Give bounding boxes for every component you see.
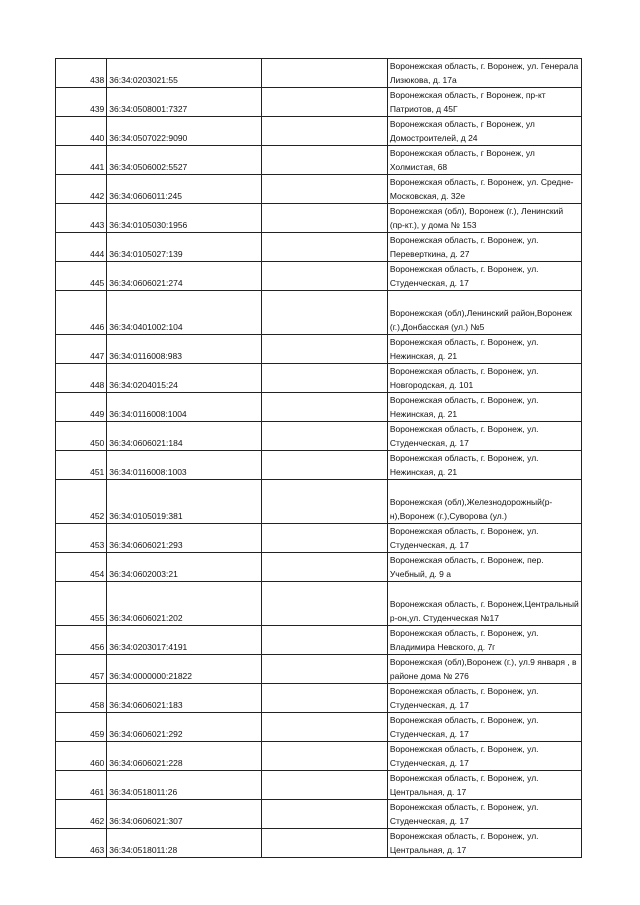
table-row — [56, 684, 582, 713]
empty-cell — [262, 393, 388, 422]
table-row — [56, 59, 582, 88]
cadastral-number: 36:34:0105030:1956 — [107, 204, 262, 233]
table-row — [56, 262, 582, 291]
empty-cell — [262, 771, 388, 800]
table-row — [56, 713, 582, 742]
cadastral-number: 36:34:0204015:24 — [107, 364, 262, 393]
address-cell: Воронежская область, г. Воронеж, ул. Переверткина, д. 27 — [387, 233, 581, 262]
cadastral-number: 36:34:0506002:5527 — [107, 146, 262, 175]
cadastral-number: 36:34:0401002:104 — [107, 291, 262, 335]
row-number: 462 — [56, 800, 107, 829]
cadastral-number: 36:34:0606021:202 — [107, 582, 262, 626]
table-row — [56, 655, 582, 684]
empty-cell — [262, 88, 388, 117]
table-row — [56, 175, 582, 204]
cadastral-number: 36:34:0116008:983 — [107, 335, 262, 364]
row-number: 453 — [56, 524, 107, 553]
empty-cell — [262, 204, 388, 233]
address-cell: Воронежская (обл),Воронеж (г.), ул.9 января , в районе дома № 276 — [387, 655, 581, 684]
row-number: 447 — [56, 335, 107, 364]
table-body — [56, 59, 582, 858]
empty-cell — [262, 553, 388, 582]
row-number: 463 — [56, 829, 107, 858]
table-row — [56, 771, 582, 800]
row-number: 445 — [56, 262, 107, 291]
empty-cell — [262, 800, 388, 829]
table-row — [56, 742, 582, 771]
table-row — [56, 364, 582, 393]
cadastral-number: 36:34:0606011:245 — [107, 175, 262, 204]
address-cell: Воронежская область, г. Воронеж, ул. Нежинская, д. 21 — [387, 393, 581, 422]
address-cell: Воронежская область, г. Воронеж,Центральный р-он,ул. Студенческая №17 — [387, 582, 581, 626]
cadastral-number: 36:34:0507022:9090 — [107, 117, 262, 146]
empty-cell — [262, 524, 388, 553]
table-row — [56, 829, 582, 858]
row-number: 449 — [56, 393, 107, 422]
address-cell: Воронежская область, г. Воронеж, ул. Студенческая, д. 17 — [387, 800, 581, 829]
cadastral-number: 36:34:0203017:4191 — [107, 626, 262, 655]
table-row — [56, 204, 582, 233]
cadastral-number: 36:34:0606021:292 — [107, 713, 262, 742]
cadastral-number: 36:34:0518011:28 — [107, 829, 262, 858]
table-row — [56, 335, 582, 364]
empty-cell — [262, 117, 388, 146]
address-cell: Воронежская область, г Воронеж, ул Холмистая, 68 — [387, 146, 581, 175]
property-table — [55, 58, 582, 858]
empty-cell — [262, 582, 388, 626]
empty-cell — [262, 59, 388, 88]
cadastral-number: 36:34:0518011:26 — [107, 771, 262, 800]
empty-cell — [262, 422, 388, 451]
cadastral-number: 36:34:0606021:274 — [107, 262, 262, 291]
address-cell: Воронежская (обл), Воронеж (г.), Ленинский (пр-кт.), у дома № 153 — [387, 204, 581, 233]
row-number: 438 — [56, 59, 107, 88]
row-number: 451 — [56, 451, 107, 480]
table-row — [56, 800, 582, 829]
address-cell: Воронежская область, г. Воронеж, ул. Студенческая, д. 17 — [387, 742, 581, 771]
table-row — [56, 626, 582, 655]
address-cell: Воронежская область, г. Воронеж, ул. Новгородская, д. 101 — [387, 364, 581, 393]
row-number: 441 — [56, 146, 107, 175]
table-row — [56, 524, 582, 553]
empty-cell — [262, 146, 388, 175]
row-number: 458 — [56, 684, 107, 713]
empty-cell — [262, 713, 388, 742]
row-number: 446 — [56, 291, 107, 335]
address-cell: Воронежская (обл),Ленинский район,Воронеж (г.),Донбасская (ул.) №5 — [387, 291, 581, 335]
cadastral-number: 36:34:0105019:381 — [107, 480, 262, 524]
table-row — [56, 451, 582, 480]
empty-cell — [262, 291, 388, 335]
cadastral-number: 36:34:0606021:307 — [107, 800, 262, 829]
table-row — [56, 233, 582, 262]
address-cell: Воронежская область, г. Воронеж, ул. Студенческая, д. 17 — [387, 524, 581, 553]
address-cell: Воронежская область, г. Воронеж, пер. Учебный, д. 9 а — [387, 553, 581, 582]
row-number: 444 — [56, 233, 107, 262]
row-number: 455 — [56, 582, 107, 626]
empty-cell — [262, 262, 388, 291]
address-cell: Воронежская область, г. Воронеж, ул. Генерала Лизюкова, д. 17а — [387, 59, 581, 88]
empty-cell — [262, 829, 388, 858]
empty-cell — [262, 626, 388, 655]
cadastral-number: 36:34:0606021:184 — [107, 422, 262, 451]
row-number: 456 — [56, 626, 107, 655]
empty-cell — [262, 364, 388, 393]
address-cell: Воронежская (обл),Железнодорожный(р-н),Воронеж (г.),Суворова (ул.) — [387, 480, 581, 524]
row-number: 443 — [56, 204, 107, 233]
address-cell: Воронежская область, г. Воронеж, ул. Владимира Невского, д. 7г — [387, 626, 581, 655]
row-number: 461 — [56, 771, 107, 800]
cadastral-number: 36:34:0606021:293 — [107, 524, 262, 553]
cadastral-number: 36:34:0116008:1003 — [107, 451, 262, 480]
empty-cell — [262, 335, 388, 364]
address-cell: Воронежская область, г. Воронеж, ул. Центральная, д. 17 — [387, 829, 581, 858]
address-cell: Воронежская область, г. Воронеж, ул. Нежинская, д. 21 — [387, 335, 581, 364]
empty-cell — [262, 451, 388, 480]
empty-cell — [262, 480, 388, 524]
address-cell: Воронежская область, г. Воронеж, ул. Средне-Московская, д. 32е — [387, 175, 581, 204]
cadastral-number: 36:34:0105027:139 — [107, 233, 262, 262]
address-cell: Воронежская область, г. Воронеж, ул. Студенческая, д. 17 — [387, 262, 581, 291]
cadastral-number: 36:34:0203021:55 — [107, 59, 262, 88]
address-cell: Воронежская область, г Воронеж, ул Домостроителей, д 24 — [387, 117, 581, 146]
table-row — [56, 88, 582, 117]
table-row — [56, 291, 582, 335]
cadastral-number: 36:34:0000000:21822 — [107, 655, 262, 684]
row-number: 440 — [56, 117, 107, 146]
row-number: 459 — [56, 713, 107, 742]
table-row — [56, 553, 582, 582]
table-row — [56, 480, 582, 524]
row-number: 439 — [56, 88, 107, 117]
address-cell: Воронежская область, г. Воронеж, ул. Студенческая, д. 17 — [387, 422, 581, 451]
table-row — [56, 422, 582, 451]
address-cell: Воронежская область, г. Воронеж, ул. Нежинская, д. 21 — [387, 451, 581, 480]
cadastral-number: 36:34:0606021:183 — [107, 684, 262, 713]
cadastral-number: 36:34:0602003:21 — [107, 553, 262, 582]
table-row — [56, 117, 582, 146]
address-cell: Воронежская область, г. Воронеж, ул. Студенческая, д. 17 — [387, 713, 581, 742]
cadastral-number: 36:34:0606021:228 — [107, 742, 262, 771]
row-number: 442 — [56, 175, 107, 204]
table-row — [56, 146, 582, 175]
cadastral-number: 36:34:0116008:1004 — [107, 393, 262, 422]
empty-cell — [262, 175, 388, 204]
empty-cell — [262, 233, 388, 262]
row-number: 450 — [56, 422, 107, 451]
address-cell: Воронежская область, г. Воронеж, ул. Центральная, д. 17 — [387, 771, 581, 800]
empty-cell — [262, 655, 388, 684]
address-cell: Воронежская область, г. Воронеж, ул. Студенческая, д. 17 — [387, 684, 581, 713]
table-row — [56, 582, 582, 626]
table-row — [56, 393, 582, 422]
row-number: 448 — [56, 364, 107, 393]
row-number: 454 — [56, 553, 107, 582]
row-number: 452 — [56, 480, 107, 524]
row-number: 457 — [56, 655, 107, 684]
cadastral-number: 36:34:0508001:7327 — [107, 88, 262, 117]
row-number: 460 — [56, 742, 107, 771]
empty-cell — [262, 684, 388, 713]
address-cell: Воронежская область, г Воронеж, пр-кт Патриотов, д 45Г — [387, 88, 581, 117]
empty-cell — [262, 742, 388, 771]
